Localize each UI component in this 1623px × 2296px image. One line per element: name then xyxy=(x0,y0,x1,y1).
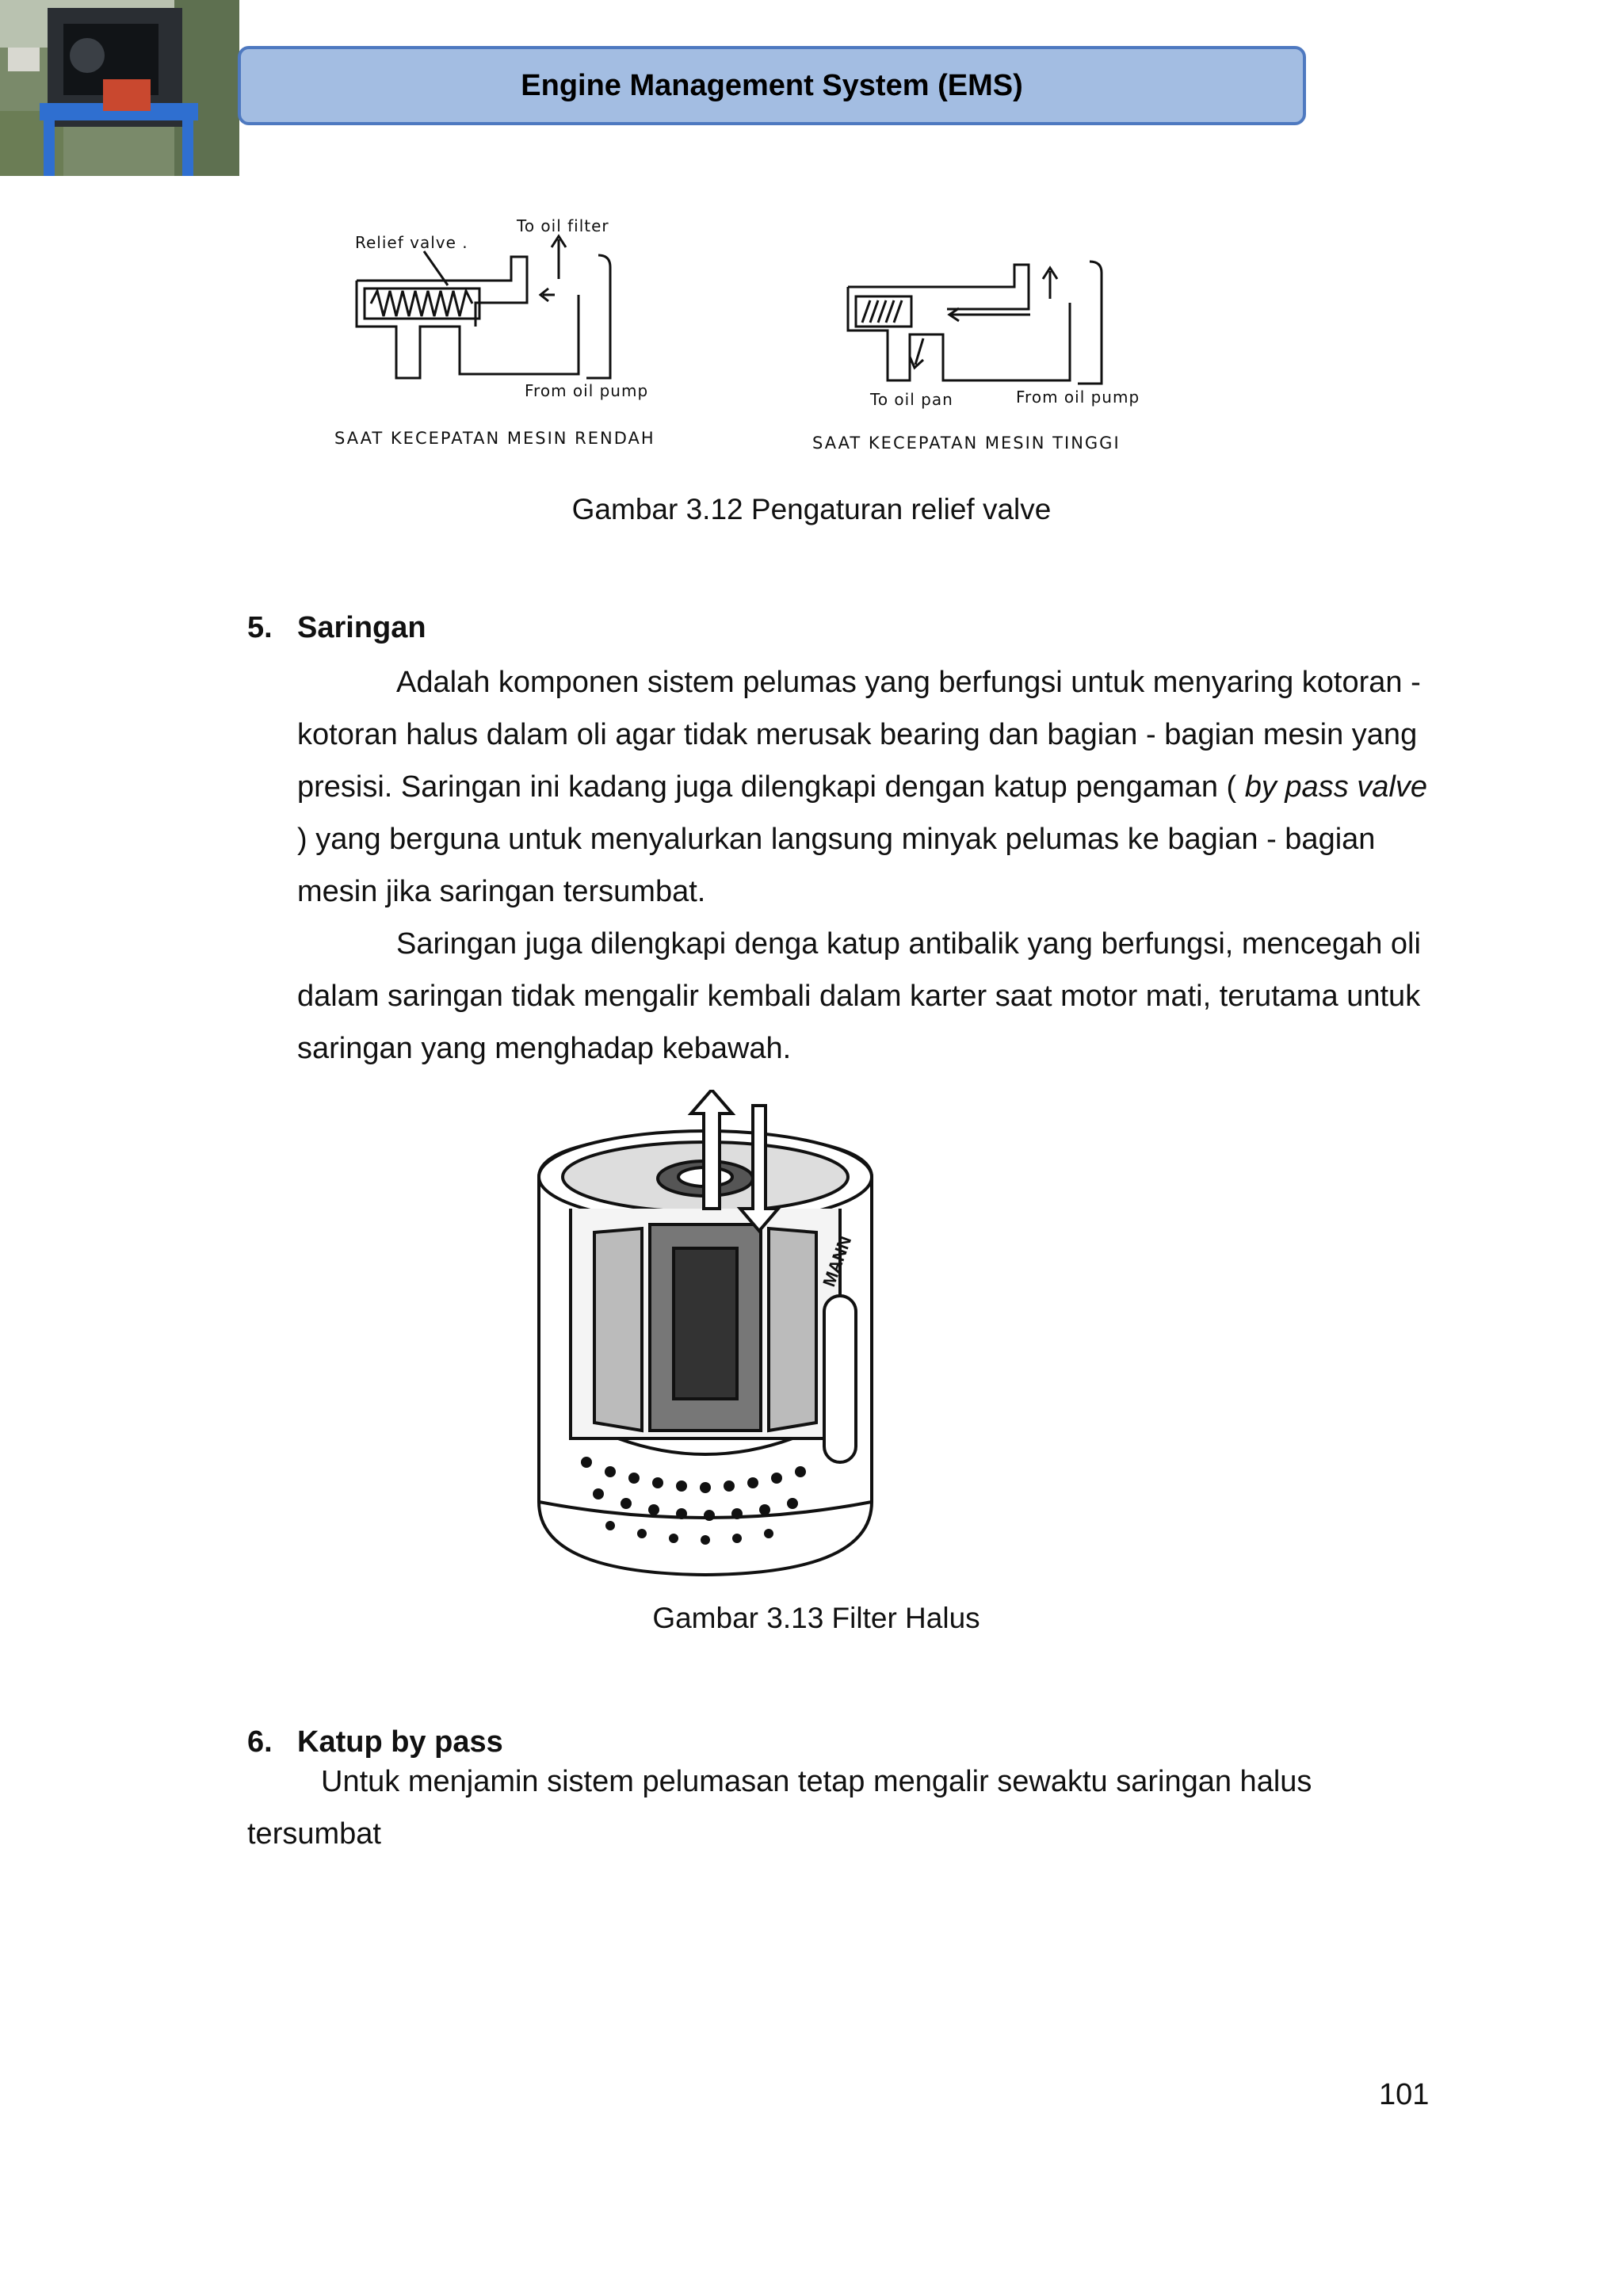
section-5-paragraph-1 xyxy=(297,656,1438,918)
p2-text: Saringan juga dilengkapi denga katup antibalik yang berfungsi, mencegah oli dalam saringan tidak mengalir kembali dalam karter saat motor mati, terutama untuk saringan yang menghadap kebawah. xyxy=(297,927,1421,1065)
relief-valve-low-speed-diagram xyxy=(357,236,610,378)
relief-valve-high-speed-diagram xyxy=(848,262,1102,384)
caption-low-speed: SAAT KECEPATAN MESIN RENDAH xyxy=(334,429,655,448)
oil-filter-illustration xyxy=(523,1090,888,1585)
figure-3-13-caption: Gambar 3.13 Filter Halus xyxy=(652,1602,980,1634)
label-to-oil-pan: To oil pan xyxy=(870,390,953,409)
section-6-text-line-2: tersumbat xyxy=(247,1817,381,1851)
label-from-oil-pump-left: From oil pump xyxy=(525,381,649,400)
section-6-number: 6. xyxy=(247,1725,273,1759)
section-5-title: Saringan xyxy=(297,611,426,644)
header-title: Engine Management System (EMS) xyxy=(238,46,1306,125)
figure-3-12-caption: Gambar 3.12 Pengaturan relief valve xyxy=(571,493,1052,525)
bypass-valve-term: by pass valve xyxy=(1244,770,1427,804)
section-5-number: 5. xyxy=(247,611,273,644)
section-6-title: Katup by pass xyxy=(297,1725,503,1759)
caption-high-speed: SAAT KECEPATAN MESIN TINGGI xyxy=(812,434,1121,453)
label-from-oil-pump-right: From oil pump xyxy=(1016,388,1140,407)
relief-valve-diagram xyxy=(317,208,1173,469)
engine-trainer-photo xyxy=(0,0,239,176)
p1-part1: Adalah komponen sistem pelumas yang berfungsi untuk menyaring kotoran - kotoran halus dalam oli agar tidak merusak bearing dan bagian - bagian mesin yang presisi. Saringan ini kadang juga dilengkapi dengan katup pengaman ( xyxy=(297,666,1421,804)
filter-brand-mark: MANN xyxy=(819,1233,856,1289)
page-number: 101 xyxy=(1379,2078,1430,2111)
section-5-paragraph-2 xyxy=(297,918,1438,1075)
p1-part2: ) yang berguna untuk menyalurkan langsung minyak pelumas ke bagian - bagian mesin jika saringan tersumbat. xyxy=(297,823,1376,908)
section-6-text-line-1: Untuk menjamin sistem pelumasan tetap mengalir sewaktu saringan halus xyxy=(321,1765,1312,1798)
label-to-oil-filter: To oil filter xyxy=(517,216,609,235)
label-relief-valve: Relief valve . xyxy=(355,233,468,252)
